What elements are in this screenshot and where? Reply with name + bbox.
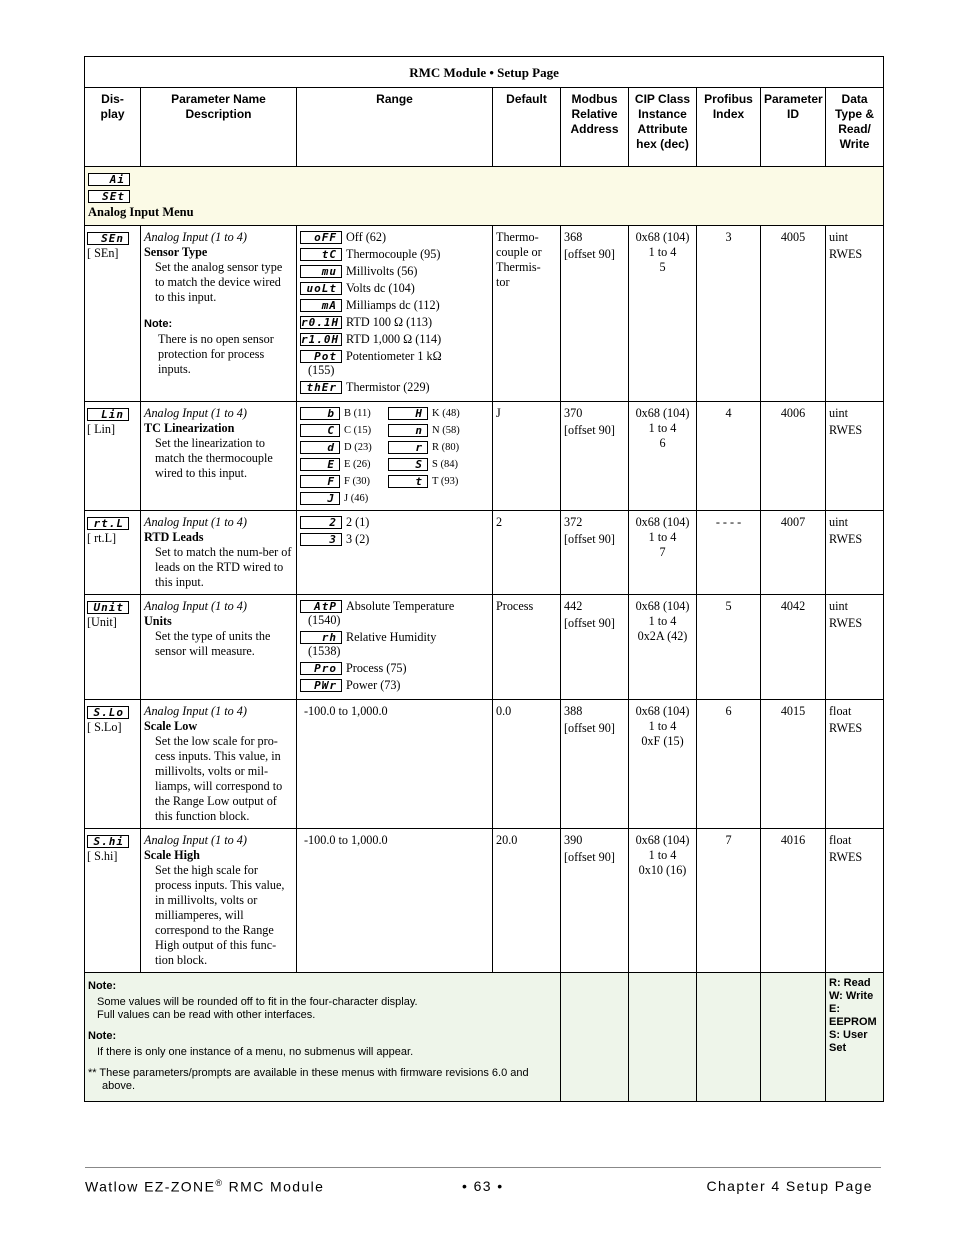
lcd-display: rt.L [87, 517, 129, 530]
cip-instance: 1 to 4 [648, 848, 677, 862]
read-write: RWES [829, 423, 863, 437]
range-label-cont: (1540) [308, 613, 341, 627]
modbus-address: 390 [564, 833, 583, 847]
range-option [300, 349, 489, 364]
cip-class: 0x68 (104) [635, 704, 690, 718]
cip-instance: 1 to 4 [648, 530, 677, 544]
range-label: Potentiometer 1 kΩ [346, 349, 442, 363]
parameter-id: 4016 [761, 829, 826, 973]
range-option [300, 474, 388, 489]
range-option [300, 380, 489, 395]
modbus-address: 372 [564, 515, 583, 529]
lcd-display: r1.0H [300, 333, 342, 346]
setup-table [84, 56, 884, 1102]
note-text: ** These parameters/prompts are available in these menus with firmware revisions 6.0 and above. [88, 1067, 529, 1092]
cip-attribute: 0x10 (16) [638, 863, 687, 877]
header-default: Default [493, 88, 561, 167]
param-name: TC Linearization [144, 421, 235, 435]
cip-instance: 1 to 4 [648, 421, 677, 435]
range-text: -100.0 to 1,000.0 [304, 704, 388, 718]
menu-title: Analog Input Menu [88, 205, 194, 219]
data-type: float [829, 833, 852, 847]
range-option [388, 423, 478, 438]
range-label: RTD 100 Ω (113) [346, 315, 433, 329]
range-option [300, 332, 489, 347]
cip-attribute: 0xF (15) [641, 734, 684, 748]
footer-brand: Watlow EZ-ZONE® RMC Module [85, 1178, 325, 1195]
range-label: T (93) [432, 476, 459, 487]
lcd-display: F [300, 475, 340, 488]
range-label: Process (75) [346, 661, 407, 675]
range-option [300, 281, 489, 296]
range-label: K (48) [432, 408, 460, 419]
range-label: Milliamps dc (112) [346, 298, 440, 312]
param-description: Set the high scale for process inputs. This value, in millivolts, volts or milliamperes, will correspond to the Range High output of this func-tion block. [155, 863, 285, 967]
lcd-display: n [388, 424, 428, 437]
range-option [388, 440, 478, 455]
param-description: Set the type of units the sensor will measure. [155, 629, 271, 658]
profibus-index: 5 [697, 595, 761, 700]
range-option [300, 532, 489, 547]
param-scope: Analog Input (1 to 4) [144, 230, 247, 244]
lcd-display: S [388, 458, 428, 471]
modbus-address: 388 [564, 704, 583, 718]
lcd-display: Ai [88, 173, 130, 186]
lcd-display: r0.1H [300, 316, 342, 329]
range-label-cont: (155) [308, 363, 335, 377]
cip-class: 0x68 (104) [635, 230, 690, 244]
header-profibus: Profibus Index [697, 88, 761, 167]
modbus-address: 368 [564, 230, 583, 244]
parameter-id: 4015 [761, 700, 826, 829]
param-scope: Analog Input (1 to 4) [144, 515, 247, 529]
range-text: -100.0 to 1,000.0 [304, 833, 388, 847]
param-description: Set to match the num-ber of leads on the RTD wired to this input. [155, 545, 292, 589]
range-option [300, 599, 489, 614]
lcd-display: mA [300, 299, 342, 312]
profibus-index: - - - - [697, 511, 761, 595]
read-write: RWES [829, 532, 863, 546]
param-code: [ S.Lo] [87, 720, 122, 734]
page-number: • 63 • [462, 1178, 504, 1194]
table-row [85, 511, 884, 595]
modbus-offset: [offset 90] [564, 247, 615, 261]
lcd-display: S.Lo [87, 706, 129, 719]
chapter-title: Chapter 4 Setup Page [706, 1178, 873, 1194]
lcd-display: Pro [300, 662, 342, 675]
range-option [300, 423, 388, 438]
range-label: Absolute Temperature [346, 599, 455, 613]
data-type: uint [829, 515, 848, 529]
lcd-display: Lin [87, 408, 129, 421]
range-label: Off (62) [346, 230, 387, 244]
lcd-display: uoLt [300, 282, 342, 295]
header-modbus: Modbus Relative Address [561, 88, 629, 167]
range-option [300, 264, 489, 279]
modbus-offset: [offset 90] [564, 616, 615, 630]
param-name: Scale High [144, 848, 200, 862]
table-row [85, 595, 884, 700]
lcd-display: Unit [87, 601, 129, 614]
range-label: C (15) [344, 425, 372, 436]
range-option [388, 474, 478, 489]
cip-class: 0x68 (104) [635, 599, 690, 613]
profibus-index: 6 [697, 700, 761, 829]
modbus-address: 370 [564, 406, 583, 420]
cip-instance: 1 to 4 [648, 719, 677, 733]
lcd-display: C [300, 424, 340, 437]
parameter-id: 4005 [761, 226, 826, 402]
range-option [300, 515, 489, 530]
modbus-address: 442 [564, 599, 583, 613]
range-option [300, 298, 489, 313]
param-description: Set the linearization to match the thermocouple wired to this input. [155, 436, 273, 480]
header-param-id: Parameter ID [761, 88, 826, 167]
range-option [388, 457, 478, 472]
param-description: Set the low scale for pro-cess inputs. This value, in millivolts, volts or mil-liamps, will correspond to the Range Low output of this function block. [155, 734, 283, 823]
cip-instance: 1 to 4 [648, 245, 677, 259]
range-label: B (11) [344, 408, 371, 419]
range-label: Relative Humidity [346, 630, 437, 644]
range-label: Thermocouple (95) [346, 247, 441, 261]
header-data-type: Data Type & Read/ Write [826, 88, 884, 167]
param-scope: Analog Input (1 to 4) [144, 833, 247, 847]
range-option [300, 661, 489, 676]
range-label: 3 (2) [346, 532, 370, 546]
range-cell [297, 226, 493, 402]
lcd-display: 2 [300, 516, 342, 529]
lcd-display: J [300, 492, 340, 505]
lcd-display: S.hi [87, 835, 129, 848]
note-text: There is no open sensor protection for process inputs. [158, 332, 274, 376]
parameter-rows [85, 226, 884, 973]
profibus-index: 3 [697, 226, 761, 402]
read-write: RWES [829, 616, 863, 630]
param-description: Set the analog sensor type to match the device wired to this input. [155, 260, 283, 304]
param-scope: Analog Input (1 to 4) [144, 599, 247, 613]
param-name: Sensor Type [144, 245, 208, 259]
cip-class: 0x68 (104) [635, 515, 690, 529]
lcd-display: 3 [300, 533, 342, 546]
modbus-offset: [offset 90] [564, 423, 615, 437]
range-option [300, 247, 489, 262]
range-cell [297, 700, 493, 829]
parameter-id: 4006 [761, 402, 826, 511]
parameter-id: 4042 [761, 595, 826, 700]
range-label: N (58) [432, 425, 460, 436]
range-cell [297, 829, 493, 973]
param-code: [ rt.L] [87, 531, 117, 545]
range-label: Thermistor (229) [346, 380, 430, 394]
profibus-index: 4 [697, 402, 761, 511]
data-type: uint [829, 599, 848, 613]
notes-row [85, 973, 884, 1102]
range-cell [297, 402, 493, 511]
default-value: 20.0 [493, 829, 561, 973]
range-option [300, 230, 489, 245]
read-write: RWES [829, 247, 863, 261]
note-heading: Note: [144, 318, 173, 330]
cip-attribute: 6 [659, 436, 666, 450]
cip-class: 0x68 (104) [635, 406, 690, 420]
menu-row [85, 167, 884, 226]
range-option [300, 630, 489, 645]
data-type: float [829, 704, 852, 718]
range-label: Power (73) [346, 678, 401, 692]
range-label: R (80) [432, 442, 460, 453]
param-name: Units [144, 614, 172, 628]
param-code: [ S.hi] [87, 849, 118, 863]
lcd-display: t [388, 475, 428, 488]
modbus-offset: [offset 90] [564, 532, 615, 546]
lcd-display: tC [300, 248, 342, 261]
range-option [300, 457, 388, 472]
header-display: Dis- play [85, 88, 141, 167]
modbus-offset: [offset 90] [564, 850, 615, 864]
lcd-display: mu [300, 265, 342, 278]
range-option [388, 406, 478, 421]
lcd-display: Pot [300, 350, 342, 363]
lcd-display: SEt [88, 190, 130, 203]
rw-legend: R: Read W: Write E: EEPROM S: User Set [826, 973, 884, 1102]
default-value: Thermo- couple or Thermis- tor [493, 226, 561, 402]
range-option [300, 315, 489, 330]
range-cell [297, 595, 493, 700]
lcd-display: d [300, 441, 340, 454]
header-range: Range [297, 88, 493, 167]
range-label: Volts dc (104) [346, 281, 415, 295]
range-option [300, 406, 388, 421]
lcd-display: r [388, 441, 428, 454]
note-text: Full values can be read with other interfaces. [97, 1009, 316, 1021]
lcd-display: H [388, 407, 428, 420]
range-option [300, 440, 388, 455]
range-cell [297, 511, 493, 595]
default-value: Process [493, 595, 561, 700]
lcd-display: oFF [300, 231, 342, 244]
modbus-offset: [offset 90] [564, 721, 615, 735]
lcd-display: PWr [300, 679, 342, 692]
range-label: RTD 1,000 Ω (114) [346, 332, 442, 346]
data-type: uint [829, 230, 848, 244]
note-text: If there is only one instance of a menu, no submenus will appear. [97, 1046, 414, 1058]
header-cip: CIP Class Instance Attribute hex (dec) [629, 88, 697, 167]
cip-class: 0x68 (104) [635, 833, 690, 847]
lcd-display: rh [300, 631, 342, 644]
lcd-display: b [300, 407, 340, 420]
parameter-id: 4007 [761, 511, 826, 595]
table-row [85, 700, 884, 829]
range-label: S (84) [432, 459, 458, 470]
range-option [300, 678, 489, 693]
page-footer [85, 1167, 881, 1195]
range-label: Millivolts (56) [346, 264, 418, 278]
cip-instance: 1 to 4 [648, 614, 677, 628]
range-label: E (26) [344, 459, 371, 470]
note-heading: Note: [88, 1030, 117, 1042]
header-param: Parameter Name Description [141, 88, 297, 167]
table-row [85, 402, 884, 511]
param-code: [Unit] [87, 615, 117, 629]
lcd-display: AtP [300, 600, 342, 613]
default-value: 2 [493, 511, 561, 595]
lcd-display: SEn [87, 232, 129, 245]
table-row [85, 829, 884, 973]
profibus-index: 7 [697, 829, 761, 973]
range-label: D (23) [344, 442, 372, 453]
table-title: RMC Module • Setup Page [85, 57, 884, 88]
lcd-display: thEr [300, 381, 342, 394]
range-label-cont: (1538) [308, 644, 341, 658]
default-value: 0.0 [493, 700, 561, 829]
param-scope: Analog Input (1 to 4) [144, 406, 247, 420]
param-scope: Analog Input (1 to 4) [144, 704, 247, 718]
param-code: [ Lin] [87, 422, 116, 436]
cip-attribute: 5 [659, 260, 666, 274]
range-label: 2 (1) [346, 515, 370, 529]
read-write: RWES [829, 850, 863, 864]
note-heading: Note: [88, 980, 117, 992]
range-label: J (46) [344, 493, 369, 504]
param-code: [ SEn] [87, 246, 119, 260]
data-type: uint [829, 406, 848, 420]
range-option [300, 491, 388, 506]
note-text: Some values will be rounded off to fit in the four-character display. [97, 996, 418, 1008]
param-name: RTD Leads [144, 530, 204, 544]
default-value: J [493, 402, 561, 511]
param-name: Scale Low [144, 719, 198, 733]
cip-attribute: 0x2A (42) [637, 629, 688, 643]
linearization-options [300, 406, 489, 506]
range-label: F (30) [344, 476, 370, 487]
header-row [85, 88, 884, 167]
read-write: RWES [829, 721, 863, 735]
lcd-display: E [300, 458, 340, 471]
cip-attribute: 7 [659, 545, 666, 559]
table-row [85, 226, 884, 402]
